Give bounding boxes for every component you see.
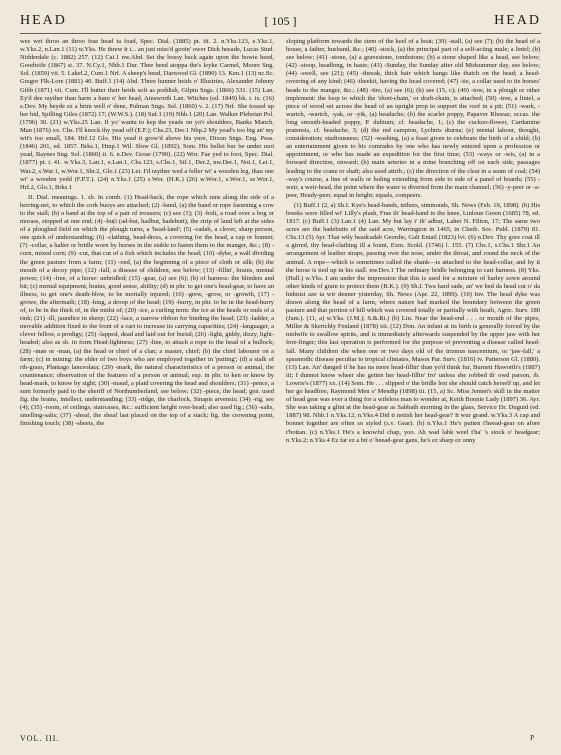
entry-paragraph: sloping platform towards the stem of the keel of a boat; (39) -stall, (a) see (7); (b) the head of a house, a father, husband, &c.; (40) -stock, (a) the principal part of a self-acting mule; a lintel; (b) see below; (41) -stone, (a) a gravestone, tombstone; (b) a stone shaped like a head, see below; (42) -stoop, headlong, in haste; (43) -Sunday, the Sunday after old Midsummer day, see below; (44) -swell, see (21); (45) -theeak, thick hair which hangs like thatch on the head; a head-covering of any kind; (46) -theekit, having the head covered; (47) -tie, a collar used to tie horses' heads to the manger, &c.; (48) -tire, (a) see (6); (b) see (15, c); (49) -tow, in a plough or other implement: the loop to which the 'short-chain,' or draft-chain, is attached; (50) -tree, a lintel, a piece of wood set across the head of an upright prop to support the roof in a pit; (51) -wark, -wartch, -wartch, -yak, or -yik, (a) headache; (b) the scarlet poppy, Papaver Rhoeas; occas. the long smooth-headed poppy, P. dubium; cf. headache, 1; (c) the cuckoo-flower, Cardamine pratensis, cf. headache, 3; (d) the red campion, Lychnis diurna; (e) mental labour, thought, consideration; studiousness; (52) -washing, (a) a feast given to celebrate the birth of a child; (b) an entertainment given to his comrades by one who has newly entered upon a profession or appointment, or who has made an expedition for the first time; (53) -ways or -wis, (a) in a forward direction, onward; (b) main arteries in a mine branching off on each side, passages leading to the crane or shaft; also used attrib.; (c) the direction of the cleat in a seam of coal; (54) -way's course, a line of walls or holing extending from side to side of a panel of boards; (55) -weir, a weir-head, the point where the water is diverted from the main channel; (56) -y-peer or -a-peer, Heady-peer, equal in height; equals, compeers. (286, 38, 540, 199)
left-column (20, 38, 274, 728)
running-head-right: HEAD (494, 13, 541, 28)
page-number: [ 105 ] (264, 13, 297, 28)
header-rule (20, 33, 541, 34)
running-head-left: HEAD (20, 13, 67, 28)
page-footer (20, 731, 541, 745)
volume-label: VOL. III. (20, 733, 60, 743)
entry-paragraph: wes wet throo an throo frae head ta foad, Spec. Dial. (1885) pt. iii. 2. n.Yks.123, e.Yks.1, w.Yks.2, n.Lan.1 (11) w.Yks. He threw it i... an just miss'd gooin' ower Dick heeade, Lucas Stud. Nidderdale (c. 1882) 257. (12) Cai.1 nw.Abd. Set the bossy back again upon the bowie heed, Goodwife (1867) st. 37. N.Cy.1, Nhb.1 Dur. Thee heed atoppa the's leyke Carmel, Moore Sng. Sol. (1859) vii. 5. Lakel.2, Cum.1 Nrf. A sheep's heed, Darwood Gl. (1890) 13. Ken.1 (13) nc.Sc. Gregor Flk-Lore (1881) 40. Buff.1 (14) Abd. Three hunner heids o' Illustries, Alexander Johnny Gibb (1871) vii. Cum. I'll butter their heids soft as poddish, Gilpin Sngs. (1866) 531. (15) Lan. Ey'd dee rayther than harm a hure o' her head, Ainsworth Lan. Witches (ed. 1849) bk. i. ix. (16) e.Dev. My heyde ez a brim well o' dene, Pulman Sngs. Sol. (1860) v. 2. (17) Nrf. She tossed up her hid, Spilling Giles (1872) 17; (W.W.S.). (18) Suf.1 (19) Nhb.1 (20) Lan. Walker Plebeian Pol. (1796) 30. (21) w.Yks.25 Lan. If yo' wanta to kep the yeads on yo'r shoulders, Banks Manch. Man (1876) xx. Chs. I'll knock thy yead off (E.F.); Chs.23, Der.1 Nhp.2 My yead's too big an' my wit's too small, 184. Hrf.12 Glo. His yead it grow'd above his yure, Dixon Sngs. Eng. Peas. (1846) 201, ed. 1857. Brks.1, Hmp.1 Wil. Slow Gl. (1892). Som. His bellei bur be under moi yead, Baynes Sng. Sol. (1860) ii. 6. n.Dev. Grose (1790). (22) Wor. Fae yed to foot, Spec. Dial. (1877) pt. i. 41. w.Yks.3, Lan.1, e.Lan.1, Chs.123, s.Chs.1, Stf.1, Der.2, nw.Der.1, Not.1, Lei.1, War.2, s.War.1, w.Wor.1, Shr.2, Glo.1 (23) Lei. I'd rayther wed a feller wi' a wooden leg, than one wi' a wooden yedd (F.P.T.). (24) n.Yks.1 (25) s.Wor. (H.K.) (26) w.Wor.1, s.Wor.1, se.Wor.1, Hrf.2, Glo.1, Brks.1 (20, 38, 274, 191)
text-columns (20, 38, 541, 728)
entry-paragraph: II. Dial. meanings. 1. sb. In comb. (1) Head-back, the rope which runs along the side of a herring-net, to which the cork buoys are attached; (2) -band, (a) the band or rope fastening a cow to the stall; (b) a band at the top of a pair of trousers; (c) see (1); (3) -bolt, a road over a bog or morass, stopped at one end; (4) -bu(t (ad-but, hadbut, hadebutt), the strip of land left at the sides of a ploughed field on which the plough turns, a 'head-land'; (5) -cadab, a clever, sharp person, one quick of understanding; (6) -clathing, head-dress, a covering for the head, a cap or bonnet; (7) -collar, a halter or bridle worn by horses in the stable to fasten them to the manger, &c.; (8) -corn, mixed corn; (9) -cut, that cut of a fish which includes the head; (10) -dyke, a wall dividing the green pasture from a farm; (11) -end, (a) the beginning of a piece of cloth or silk; (b) the mouth of a decoy pipe; (12) -fall, a disease of children, see below; (13) -fillin', brains, mental power; (14) -free, of a horse: unbridled; (15) -gear, (a) see (6); (b) of harness: the blinders and bit; (c) mental equipment, brains, good sense, ability; (d) in phr. to get one's head-gear, to have an illness, to get one's death-blow, to be mortally injured; (16) -grew, -grow, or -growth, (17) -growe, the aftermath; (18) -hing, a droop of the head; (19) -hurry, in phr. to be in the head-hurry of, to be in the thick of, in the midst of; (20) -ice, a curling term: the ice at the heads or ends of a rink; (21) -ill, jaundice in sheep; (22) -lace, a narrow ribbon for binding the head; (23) -ladder, a movable addition fixed to the front of a cart to increase its carrying capacities; (24) -languager, a clever fellow, a prodigy; (25) -lapped, dead and laid out for burial; (26) -light, giddy, dizzy, light-headed; also as sb. in form Head-lightness; (27) -line, to attach a rope to the head of a bullock; (28) -man or -man, (a) the head or chief of a clan; a master, chief; (b) the chief labourer on a farm; (c) in mining: the elder of two boys who are employed together in 'putting'; (d) a stalk of rib-grass, Plantago lanceolata; (29) -mark, the natural characteristics of a person or animal, the countenance; observation of the features of a person or animal; esp. in phr. to ken or know by head-mark, to know by sight; (30) -maud, a plaid covering the head and shoulders; (31) -pence, a sum formerly paid to the sheriff of Northumberland, see below; (32) -piece, the head; gen. used fig. the brains, intellect, understanding; (33) -ridge, the charlock, Sinapis arvensis; (34) -rig, see (4); (35) -room, of ceilings, staircases, &c.: sufficient height over-head; also used fig.; (36) -salts, smelling-salts; (37) -sheaf, the sheaf last placed on the top of a stack; fig. the crowning point, finishing touch; (38) -sheets, the (20, 193, 274, 428)
entry-paragraph: (1) Buff.1 (2, a) Sh.I. Kye's head-bands, tethers, simmonds, Sh. News (Feb. 19, 1898). (b) His breeks were filled wi' Lilly's plash, Frae th' head-band to the knee, Linloun Green (1685) 78, ed. 1817. (c) Buff.1 (3) Lan.1 (4) Lan. My but lay i' th' adbut, Laher N. Filton, 17; The same two acres are the hadebutts of the said acre, Warrington in 1465, in Chetb. Soc. Publ. (1879) 81. Chs.13 (5) Ayr. That wily headcadab Geordie, Galt Entail (1823) lvi. (6) n.Dev. Thy gore coat ill a girred, thy head-clathing ill a fount, Exm. Scold. (1746) l. 155. (7) Chs.1, s.Chs.1 Shr.1 An arrangement of leather straps, passing over the nose, under the throat, and round the neck of the animal. A rope—which is sometimes called the shank—is attached to the head-collar, and by it the horse is tied up in his stall. nw.Dev.1 The ordinary bridle belonging to cart harness. (8) Yks. (Hall.) w.Yks. I am under the impression that this is used for a mixture of barley sown around other kinds of grain to protect them (B.K.). (9) Sh.I. Twa hard sade, an' we hed da head cut o' da hidmist aze ta wir denner yisterday, Sh. News (Apr. 22, 1899). (10) Inv. The head dyke was drawn along the head of a farm, where nature had marked the boundary between the green pasture and that portion of hill which was covered totally or partially with heath, Agric. Surv. 180 (Jam.). (11, a) w.Yks. (J.M.); S.&.Ri.) (b) Lin. Near the head-end . . . or mouth of the pipes, Miller & Skertchly Fenland (1878) xii. (12) Don. An infant at its birth is generally forced by the midwife to swallow spirits, and is immediately afterwards suspended by the upper jaw with her fore-finger; this last operation is performed for the purpose of preventing a disease called head-fall. Many children die when one or two days old of the trismus nascentium, or 'jaw-fall,' a spasmodic disease peculiar to tropical climates, Mason Par. Surv. (1816) iv. Patterson Gl. (1880). (13) Lan. An' danged if he has na more head-fillin' than yo'd think fur, Burnett Haworth's (1887) iii; I dunnot know wheer she getten her head-fillin' fro' unless she robbed th' owd parson, ib. Lowrie's (1877) xx. (14) Som. He . . . slipped o' the bridle lest she should catch herself up, and let her go headfree, Raymond Men o' Mendip (1898) iii. (15, a) Sc. Miss Jennet's skill in the matter of head gear was ever a thing for a wifeless man to wonder at, Keith Bonnie Lady (1897) 36. Ayr. She was taking a glint at the head-gear as Sabbath morning in the glass, Service Dr. Duguid (ed. 1887) 98. Nhb.1 n.Yks.12, n.Yks.4 Did ti notish her head-gear? It wur grand. w.Yks.3 A cap and bonnet together are often so styled (s.v. Gear). (b) n.Yks.1 He's putten t'heead-gear on afore t'bottan. (c) n.Yks.1 He's a knowful chap, yoo. Ah wad lahk weel t'ha' 's stock o' headgear; n.Yks.2; n.Yks.4 Ez far ez a bit o' heead-gear gans, he's ez sharp ez onny (286, 201, 540, 444)
signature-mark: P (530, 734, 535, 742)
right-column (286, 38, 540, 728)
running-head (20, 10, 541, 32)
